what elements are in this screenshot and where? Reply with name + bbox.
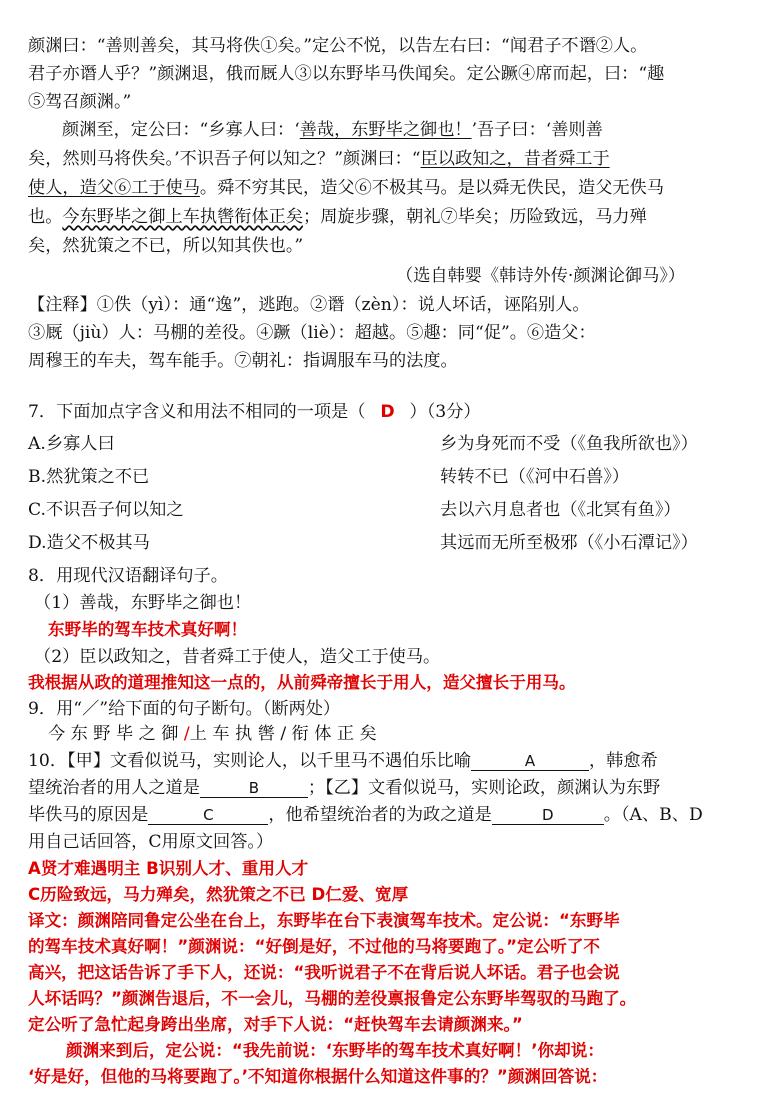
text: 颜渊至，定公曰：“乡寡人曰：‘ bbox=[62, 120, 300, 140]
note-line: 周穆王的车夫，驾车能手。⑦朝礼：指调服车马的法度。 bbox=[28, 351, 458, 371]
q10-line: 用自己话回答，C用原文回答。） bbox=[28, 832, 274, 852]
option-right: 乡为身死而不受（《鱼我所欲也》） bbox=[440, 434, 698, 454]
q8-answer-2: 我根据从政的道理推知这一点的，从前舜帝擅长于用人，造父擅长于用马。 bbox=[28, 673, 576, 692]
option-right: 转转不已（《河中石兽》） bbox=[440, 467, 630, 487]
passage-line: 矣，然犹策之不已，所以知其佚也。” bbox=[28, 236, 304, 256]
text: ；周旋步骤，朝礼⑦毕矣；历险致远，马力殚 bbox=[303, 207, 647, 227]
text: ）（3分） bbox=[409, 402, 481, 422]
q8-stem: 8．用现代汉语翻译句子。 bbox=[28, 566, 228, 586]
text: 衔 体 正 矣 bbox=[291, 724, 377, 744]
note-line: ③厩（jiù）人：马棚的差役。④蹶（liè）：超越。⑤趣：同“促”。⑥造父： bbox=[28, 323, 596, 343]
break-slash: / bbox=[280, 724, 287, 744]
option-right: 去以六月息者也（《北冥有鱼》） bbox=[440, 500, 681, 520]
source-citation: （选自韩婴《韩诗外传·颜渊论御马》） bbox=[396, 266, 686, 286]
passage-line bbox=[28, 176, 664, 200]
option-left: D.造父不极其马 bbox=[28, 533, 150, 553]
q7-option-a bbox=[28, 432, 698, 456]
translation-line: 定公听了急忙起身跨出坐席，对手下人说：“赶快驾车去请颜渊来。” bbox=[28, 1015, 523, 1034]
q7-option-c bbox=[28, 498, 681, 522]
q7-option-b bbox=[28, 465, 630, 489]
text: 。（A、B、D bbox=[603, 805, 703, 825]
q7-option-d bbox=[28, 531, 698, 555]
q7-answer: D bbox=[380, 402, 395, 422]
option-right: 其远而无所至极邪（《小石潭记》） bbox=[440, 533, 698, 553]
q7-stem bbox=[28, 400, 481, 424]
text: 上 车 执 辔 bbox=[189, 724, 275, 744]
text: 也。 bbox=[28, 207, 63, 227]
q10-line bbox=[28, 776, 660, 800]
passage-line bbox=[28, 147, 610, 171]
wavy-underlined-sentence: 今东野毕之御上车执辔衔体正矣 bbox=[62, 207, 304, 227]
passage-line: ⑤驾召颜渊。” bbox=[28, 92, 132, 112]
passage-line: 颜渊曰：“善则善矣，其马将佚①矣。”定公不悦，以告左右曰：“闻君子不谮②人。 bbox=[28, 36, 648, 56]
text: ，他希望统治者的为政之道是 bbox=[268, 805, 492, 825]
text: ’吾子曰：‘善则善 bbox=[471, 120, 603, 140]
text: 7．下面加点字含义和用法不相同的一项是（ bbox=[28, 402, 366, 422]
passage-line bbox=[28, 205, 647, 229]
option-left: B.然犹策之不已 bbox=[28, 467, 150, 487]
underlined-sentence: 善哉，东野毕之御也！ bbox=[299, 120, 472, 140]
translation-line: 人坏话吗？”颜渊告退后，不一会儿，马棚的差役禀报鲁定公东野毕驾驭的马跑了。 bbox=[28, 989, 637, 1008]
note-line: 【注释】①佚（yì）：通“逸”，逃跑。②谮（zèn）：说人坏话，诬陷别人。 bbox=[28, 295, 590, 315]
blank-c: C bbox=[148, 806, 268, 825]
q10-answer-2: C历险致远，马力殚矣，然犹策之不已 D仁爱、宽厚 bbox=[28, 885, 409, 904]
q8-sentence-1: （1）善哉，东野毕之御也！ bbox=[34, 593, 252, 613]
text: 10．【甲】文看似说马，实则论人，以千里马不遇伯乐比喻 bbox=[28, 751, 471, 771]
q10-line bbox=[28, 803, 703, 827]
text: ；【乙】文看似说马，实则论政，颜渊认为东野 bbox=[307, 778, 661, 798]
text: 。舜不穷其民，造父⑥不极其马。是以舜无佚民，造父无佚马 bbox=[199, 178, 664, 198]
option-left: C.不识吾子何以知之 bbox=[28, 500, 184, 520]
blank-b: B bbox=[200, 779, 308, 798]
text: 矣，然则马将佚矣。’不识吾子何以知之？”颜渊曰：“ bbox=[28, 149, 421, 169]
underlined-sentence: 使人，造父⑥工于使马 bbox=[28, 178, 200, 198]
translation-line: 译文：颜渊陪同鲁定公坐在台上，东野毕在台下表演驾车技术。定公说：“东野毕 bbox=[28, 911, 620, 930]
q9-sentence bbox=[48, 722, 377, 746]
passage-line: 君子亦谮人乎？”颜渊退，俄而厩人③以东野毕马佚闻矣。定公蹶④席而起，曰：“趣 bbox=[28, 64, 665, 84]
q10-line bbox=[28, 749, 658, 773]
text: ，韩愈希 bbox=[588, 751, 658, 771]
blank-a: A bbox=[471, 752, 589, 771]
translation-line: 颜渊来到后，定公说：“我先前说：‘东野毕的驾车技术真好啊！’你却说： bbox=[66, 1041, 604, 1060]
q8-answer-1: 东野毕的驾车技术真好啊！ bbox=[48, 620, 248, 639]
blank-d: D bbox=[492, 806, 604, 825]
option-left: A.乡寡人曰 bbox=[28, 434, 115, 454]
translation-line: ‘好是好，但他的马将要跑了。’不知道你根据什么知道这件事的？”颜渊回答说： bbox=[28, 1067, 608, 1086]
translation-line: 高兴，把这话告诉了手下人，还说：“我听说君子不在背后说人坏话。君子也会说 bbox=[28, 963, 620, 982]
text: 毕佚马的原因是 bbox=[28, 805, 149, 825]
text: 望统治者的用人之道是 bbox=[28, 778, 200, 798]
translation-line: 的驾车技术真好啊！”颜渊说：“好倒是好，不过他的马将要跑了。”定公听了不 bbox=[28, 937, 601, 956]
text: 今 东 野 毕 之 御 bbox=[48, 724, 179, 744]
underlined-sentence: 臣以政知之，昔者舜工于 bbox=[420, 149, 610, 169]
break-slash: / bbox=[183, 724, 190, 744]
passage-line bbox=[62, 118, 603, 142]
q8-sentence-2: （2）臣以政知之，昔者舜工于使人，造父工于使马。 bbox=[34, 647, 441, 667]
q10-answer-1: A贤才难遇明主 B识别人才、重用人才 bbox=[28, 859, 309, 878]
q9-stem: 9．用“／”给下面的句子断句。（断两处） bbox=[28, 699, 341, 719]
